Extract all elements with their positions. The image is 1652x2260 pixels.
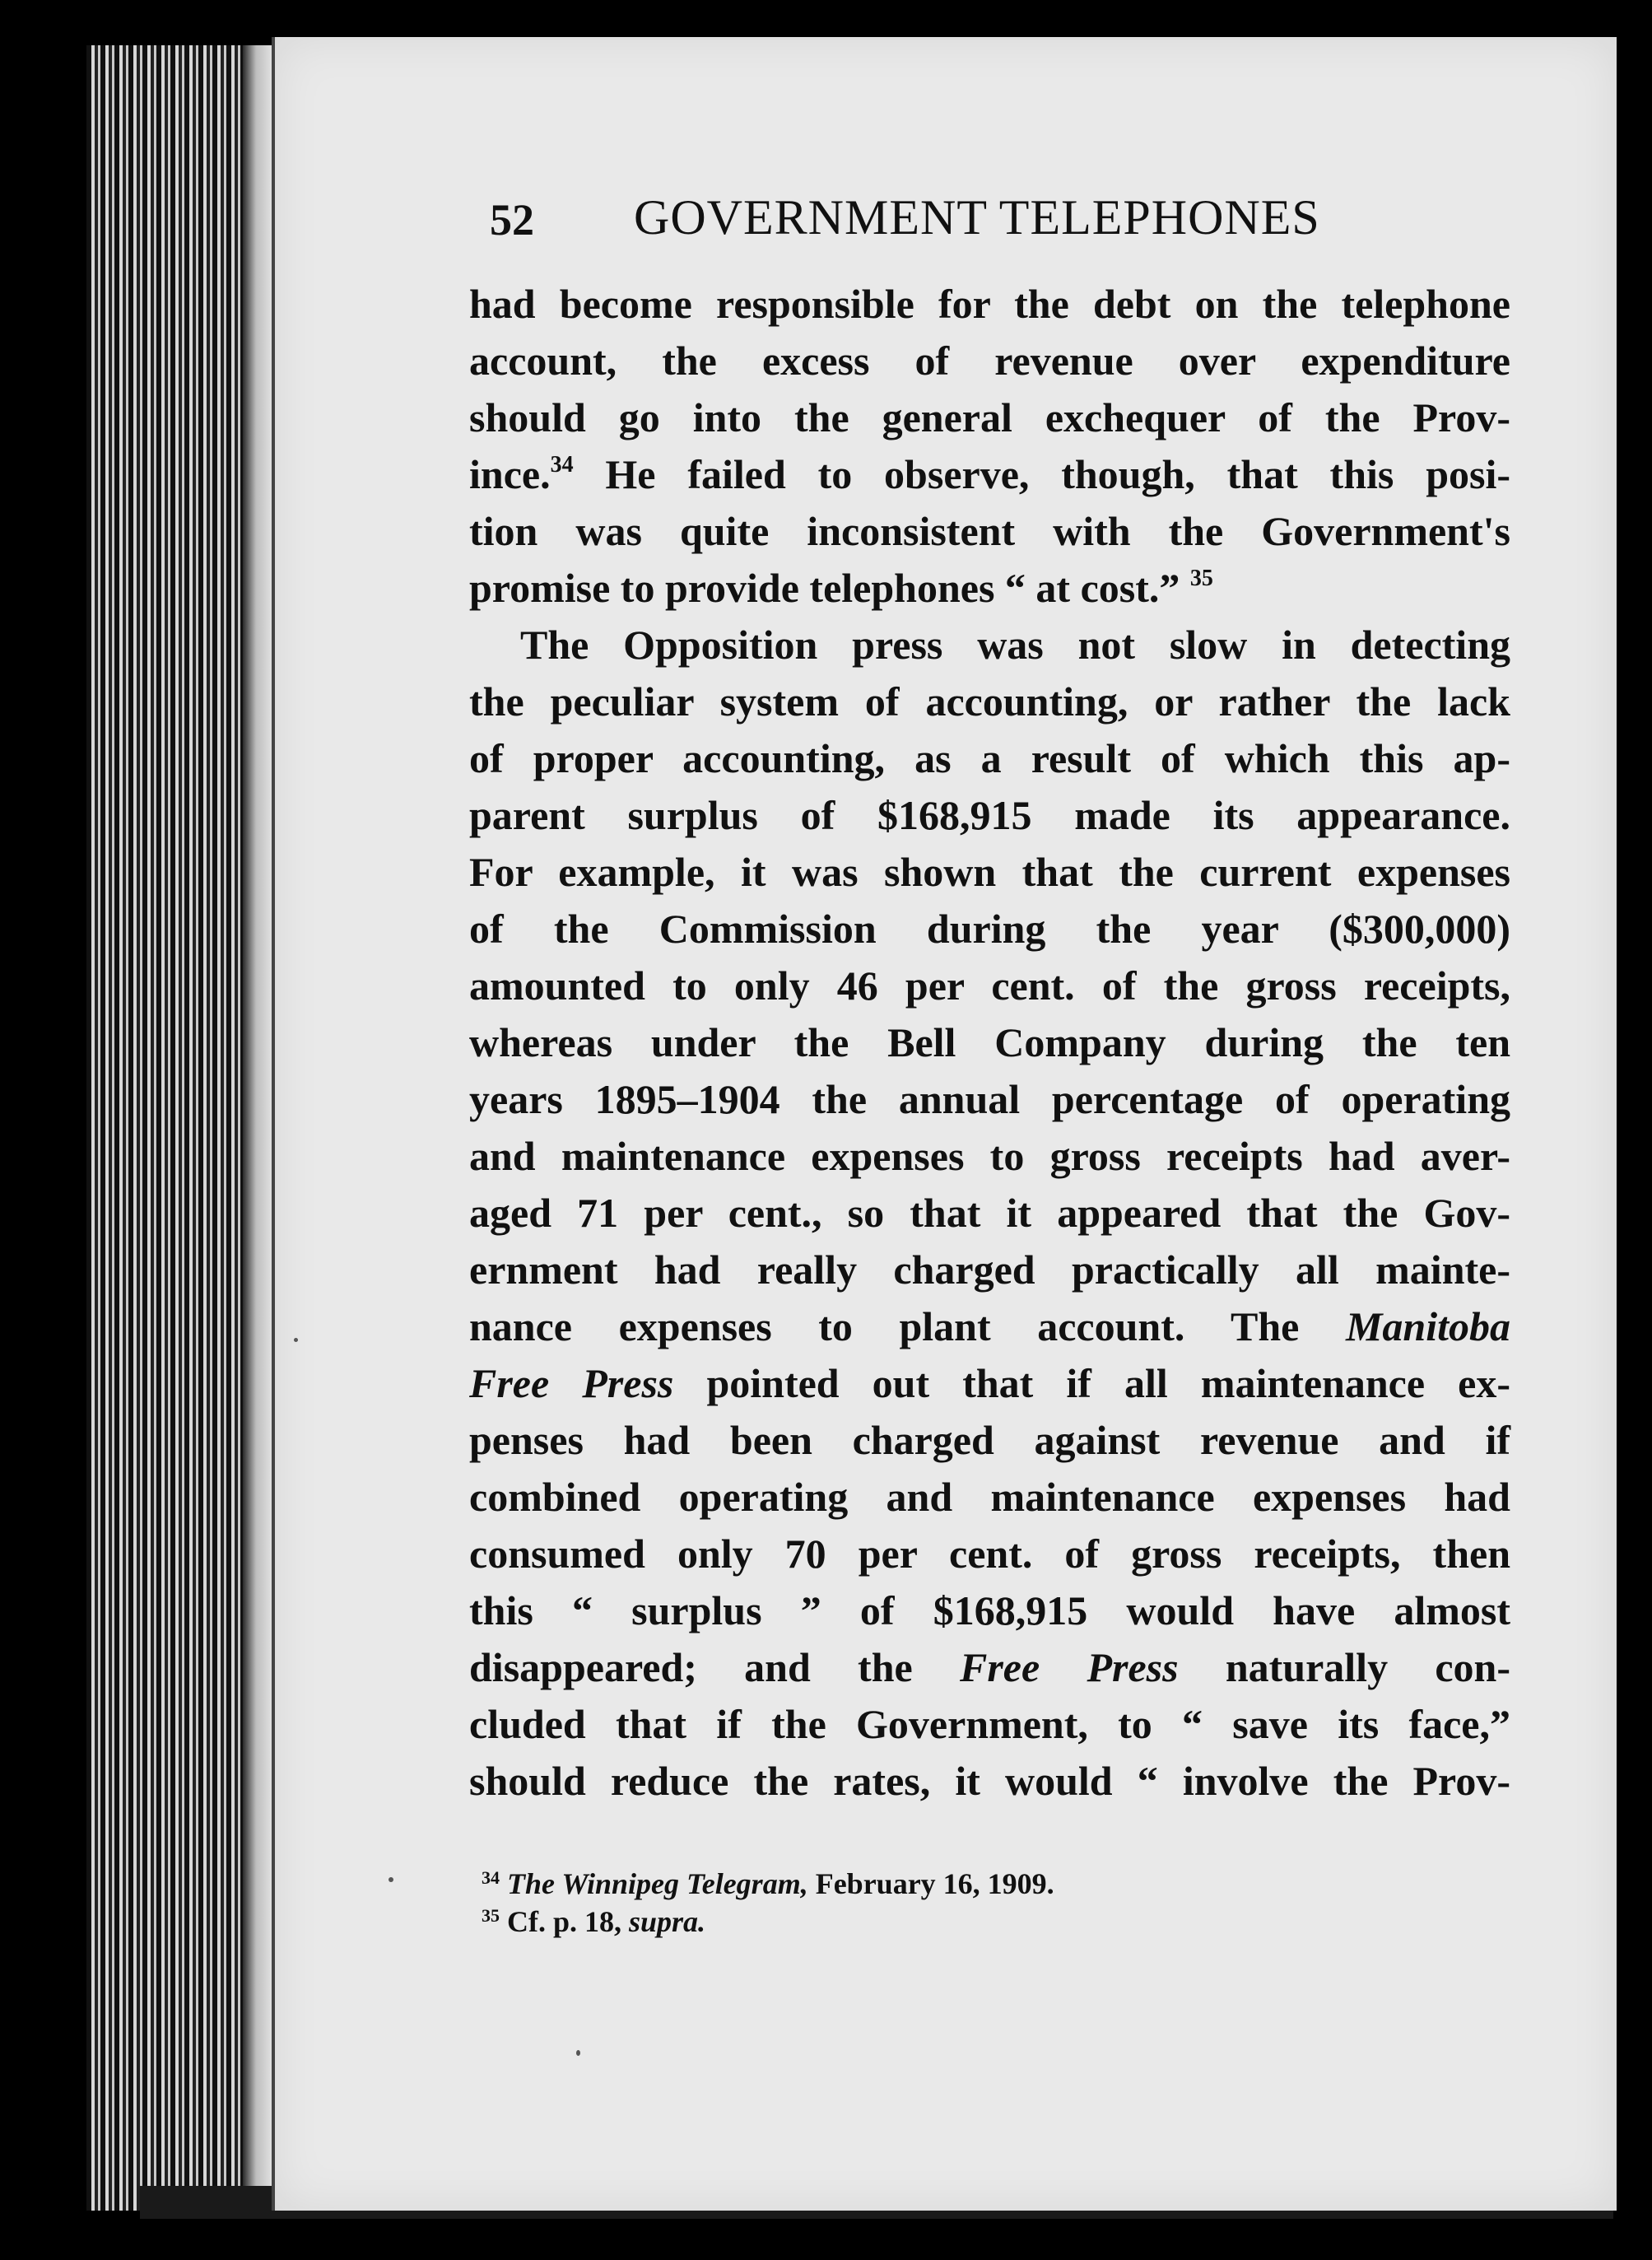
italic-title: Free Press bbox=[469, 1360, 674, 1406]
text-line: consumed only 70 per cent. of gross receipts, then bbox=[469, 1531, 1510, 1577]
text-line: of proper accounting, as a result of which this ap- bbox=[469, 735, 1510, 781]
text-line bbox=[469, 1298, 1510, 1355]
text-line: years 1895–1904 the annual percentage of operating bbox=[469, 1076, 1510, 1122]
text-line: this “ surplus ” of $168,915 would have almost bbox=[469, 1587, 1510, 1633]
text-line: ernment had really charged practically all mainte- bbox=[469, 1246, 1510, 1293]
text-line: For example, it was shown that the current expenses bbox=[469, 849, 1510, 895]
text-line: parent surplus of $168,915 made its appearance. bbox=[469, 792, 1510, 838]
text-segment: He failed to observe, though, that this posi- bbox=[573, 451, 1510, 497]
text-line bbox=[469, 446, 1510, 503]
text-line: account, the excess of revenue over expenditure bbox=[469, 338, 1510, 384]
text-line: tion was quite inconsistent with the Government's bbox=[469, 508, 1510, 554]
footnotes bbox=[482, 1865, 1222, 1941]
text-line: and maintenance expenses to gross receipts had aver- bbox=[469, 1133, 1510, 1179]
text-segment: naturally con- bbox=[1178, 1644, 1510, 1690]
footnote-34 bbox=[482, 1865, 1222, 1903]
text-line bbox=[469, 560, 1510, 617]
footnote-mark: 35 bbox=[482, 1905, 500, 1926]
dust-speck bbox=[389, 1877, 393, 1882]
text-line: combined operating and maintenance expenses had bbox=[469, 1474, 1510, 1520]
text-line: had become responsible for the debt on the telephone bbox=[469, 281, 1510, 327]
text-line: The Opposition press was not slow in detecting bbox=[520, 622, 1510, 668]
footnote-text: February 16, 1909. bbox=[807, 1867, 1054, 1900]
text-line: penses had been charged against revenue and if bbox=[469, 1417, 1510, 1463]
page-number: 52 bbox=[490, 195, 534, 245]
text-line: of the Commission during the year ($300,000) bbox=[469, 906, 1510, 952]
body-text bbox=[469, 276, 1510, 1810]
italic-title: Manitoba bbox=[1345, 1303, 1510, 1349]
text-segment: pointed out that if all maintenance ex- bbox=[673, 1360, 1510, 1406]
text-line: amounted to only 46 per cent. of the gross receipts, bbox=[469, 962, 1510, 1009]
page-edge-stack bbox=[86, 45, 276, 2211]
text-segment: disappeared; and the bbox=[469, 1644, 960, 1690]
footnote-italic: The Winnipeg Telegram, bbox=[507, 1867, 808, 1900]
dust-speck bbox=[576, 2050, 580, 2056]
text-line: aged 71 per cent., so that it appeared that the Gov- bbox=[469, 1190, 1510, 1236]
footnote-35 bbox=[482, 1903, 1222, 1941]
text-line: should reduce the rates, it would “ involve the Prov- bbox=[469, 1758, 1510, 1804]
footnote-text: Cf. p. 18, bbox=[507, 1905, 630, 1938]
text-line: whereas under the Bell Company during the ten bbox=[469, 1019, 1510, 1065]
text-segment: ince. bbox=[469, 451, 551, 497]
footnote-mark: 34 bbox=[482, 1867, 500, 1888]
text-segment: promise to provide telephones “ at cost.” bbox=[469, 565, 1190, 611]
text-segment: nance expenses to plant account. The bbox=[469, 1303, 1346, 1349]
text-line: the peculiar system of accounting, or rather the lack bbox=[469, 678, 1510, 725]
running-title: GOVERNMENT TELEPHONES bbox=[634, 190, 1320, 245]
text-line: should go into the general exchequer of the Prov- bbox=[469, 394, 1510, 440]
dust-speck bbox=[294, 1338, 298, 1342]
footnote-ref-35: 35 bbox=[1189, 566, 1213, 591]
text-line bbox=[469, 1639, 1510, 1696]
text-line bbox=[469, 1355, 1510, 1412]
footnote-italic: supra. bbox=[629, 1905, 706, 1938]
paragraph-2 bbox=[469, 617, 1510, 1810]
paragraph-1 bbox=[469, 276, 1510, 617]
running-head bbox=[490, 189, 1362, 255]
footnote-ref-34: 34 bbox=[550, 452, 574, 478]
italic-title: Free Press bbox=[959, 1644, 1179, 1690]
text-line: cluded that if the Government, to “ save its face,” bbox=[469, 1701, 1510, 1747]
